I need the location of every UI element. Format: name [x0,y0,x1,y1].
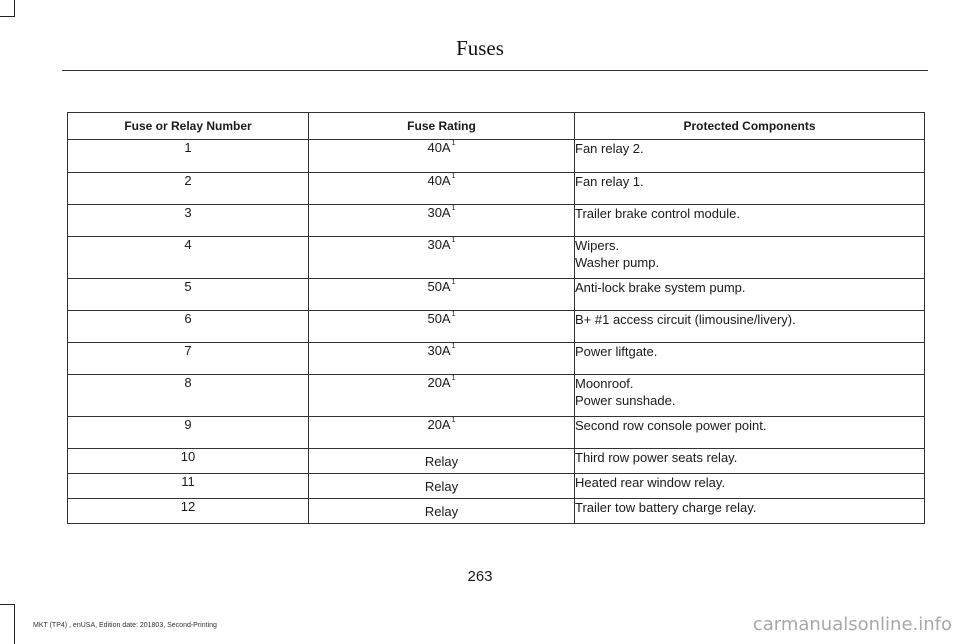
fuse-rating: 40A [427,140,451,155]
table-row [68,417,925,449]
table-row [68,449,925,474]
component-line: Third row power seats relay. [575,450,738,465]
component-line: Trailer tow battery charge relay. [575,500,757,515]
fuse-rating-cell [309,449,575,474]
fuse-number: 11 [68,474,309,499]
component-line: Washer pump. [575,255,660,270]
fuse-number: 5 [68,279,309,311]
protected-components [575,343,925,375]
fuse-number: 12 [68,499,309,524]
table-row [68,279,925,311]
table-row [68,343,925,375]
footer-edition-text: MKT (TP4) , enUSA, Edition date: 201803, Second-Printing [33,622,217,629]
page-number: 263 [467,568,493,585]
table-row [68,237,925,279]
protected-components [575,449,925,474]
fuse-rating-cell [309,173,575,205]
fuse-rating: Relay [424,504,459,519]
table-row [68,205,925,237]
component-line: Heated rear window relay. [575,475,726,490]
protected-components [575,499,925,524]
component-line: Wipers. [575,238,620,253]
footnote-marker: 1 [451,237,456,244]
footnote-marker: 1 [451,279,456,286]
fuse-number: 8 [68,375,309,417]
protected-components [575,375,925,417]
protected-components [575,474,925,499]
fuse-number: 6 [68,311,309,343]
column-header-components: Protected Components [575,113,925,140]
fuse-rating-cell [309,205,575,237]
fuse-number: 2 [68,173,309,205]
fuse-number: 9 [68,417,309,449]
footnote-marker: 1 [451,375,456,382]
protected-components [575,173,925,205]
table-row [68,474,925,499]
footnote-marker: 1 [451,173,456,180]
fuse-rating-cell [309,417,575,449]
footnote-marker: 1 [451,343,456,350]
page-title: Fuses [456,36,504,60]
component-line: Power sunshade. [575,393,676,408]
fuse-rating-cell [309,375,575,417]
fuse-rating: 20A [427,375,451,390]
column-header-number: Fuse or Relay Number [68,113,309,140]
protected-components [575,237,925,279]
table-row [68,173,925,205]
protected-components [575,279,925,311]
fuse-rating-cell [309,474,575,499]
footnote-marker: 1 [451,417,456,424]
protected-components [575,205,925,237]
component-line: Fan relay 1. [575,174,644,189]
protected-components [575,417,925,449]
fuse-rating: 40A [427,173,451,188]
component-line: Power liftgate. [575,344,658,359]
fuse-number: 1 [68,140,309,173]
fuse-rating-cell [309,499,575,524]
component-line: Anti-lock brake system pump. [575,280,746,295]
fuse-rating: 30A [427,237,451,252]
fuse-rating: 30A [427,343,451,358]
component-line: Fan relay 2. [575,141,644,156]
crop-mark-bottom-left [0,604,15,644]
table-row [68,375,925,417]
footnote-marker: 1 [451,311,456,318]
fuse-rating: Relay [424,479,459,494]
component-line: Second row console power point. [575,418,767,433]
crop-mark-top-left [0,0,15,17]
table-row [68,311,925,343]
fuse-rating: 20A [427,417,451,432]
table-row [68,499,925,524]
fuse-rating: 50A [427,311,451,326]
header-rule [62,70,928,71]
footnote-marker: 1 [451,205,456,212]
watermark: carmanualsonline.info [752,614,952,635]
table-header-row [68,113,925,140]
footnote-marker: 1 [451,140,456,147]
fuse-rating-cell [309,279,575,311]
fuse-rating-cell [309,343,575,375]
fuse-table [67,112,925,524]
fuse-number: 10 [68,449,309,474]
fuse-rating-cell [309,237,575,279]
component-line: Trailer brake control module. [575,206,740,221]
column-header-rating: Fuse Rating [309,113,575,140]
fuse-rating: 30A [427,205,451,220]
fuse-rating-cell [309,311,575,343]
fuse-number: 4 [68,237,309,279]
table-row [68,140,925,173]
fuse-number: 3 [68,205,309,237]
fuse-rating: 50A [427,279,451,294]
protected-components [575,140,925,173]
fuse-rating-cell [309,140,575,173]
fuse-rating: Relay [424,454,459,469]
component-line: B+ #1 access circuit (limousine/livery). [575,312,796,327]
protected-components [575,311,925,343]
fuse-number: 7 [68,343,309,375]
fuse-table-body [68,140,925,524]
component-line: Moonroof. [575,376,634,391]
